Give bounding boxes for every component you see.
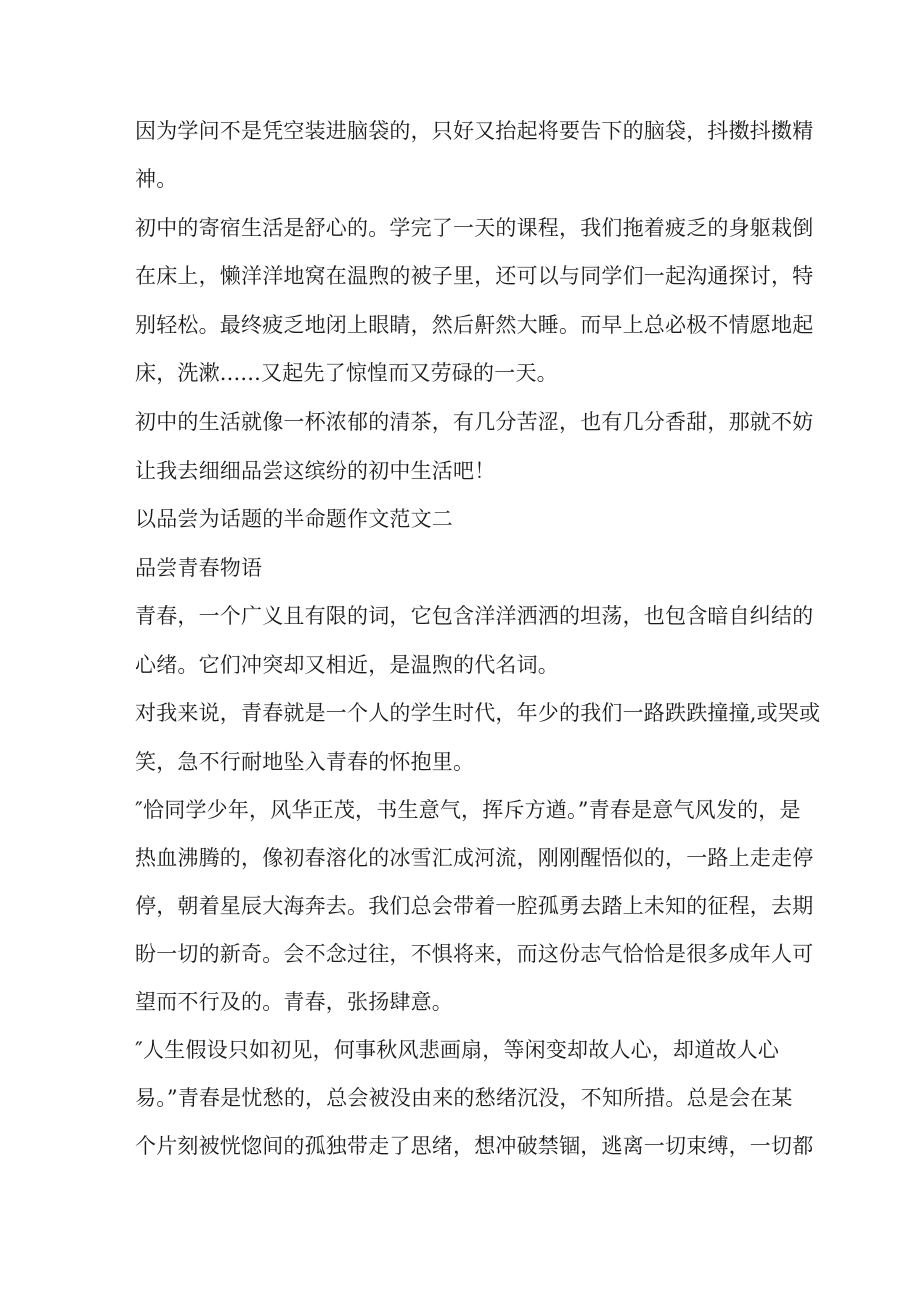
text-line: 让我去细细品尝这缤纷的初中生活吧！ xyxy=(135,459,496,483)
text-line: 对我来说，青春就是一个人的学生时代，年少的我们一路跌跌撞撞,或哭或 xyxy=(135,701,821,725)
text-line: 笑，急不行耐地坠入青春的怀抱里。 xyxy=(135,750,475,774)
text-line: ″恰同学少年，风华正茂，书生意气，挥斥方遒。”青春是意气风发的，是 xyxy=(135,798,801,822)
text-line: ″人生假设只如初见，何事秋风悲画扇，等闲变却故人心，却道故人心 xyxy=(135,1038,780,1062)
text-line: 神。 xyxy=(135,167,178,191)
text-line: 热血沸腾的，像初春溶化的冰雪汇成河流，刚刚醒悟似的，一路上走走停 xyxy=(135,846,814,870)
text-line: 初中的生活就像一杯浓郁的清茶，有几分苦涩，也有几分香甜，那就不妨 xyxy=(135,410,814,434)
text-line: 停，朝着星辰大海奔去。我们总会带着一腔孤勇去踏上未知的征程，去期 xyxy=(135,894,814,918)
text-line: 心绪。它们冲突却又相近，是温煦的代名词。 xyxy=(135,653,559,677)
text-line: 在床上，懒洋洋地窝在温煦的被子里，还可以与同学们一起沟通探讨，特 xyxy=(135,264,814,288)
text-line: 青春，一个广义且有限的词，它包含洋洋洒洒的坦荡，也包含暗自纠结的 xyxy=(135,604,814,628)
text-line: 望而不行及的。青春，张扬肆意。 xyxy=(135,990,453,1014)
text-line: 个片刻被恍惚间的孤独带走了思绪，想冲破禁锢，逃离一切束缚，一切都 xyxy=(135,1134,814,1158)
text-line: 因为学问不是凭空装进脑袋的，只好又抬起将要告下的脑袋，抖擞抖擞精 xyxy=(135,119,814,143)
text-line: 初中的寄宿生活是舒心的。学完了一天的课程，我们拖着疲乏的身躯栽倒 xyxy=(135,216,814,240)
text-line: 易。”青春是忧愁的，总会被没由来的愁绪沉没，不知所措。总是会在某 xyxy=(135,1086,793,1110)
essay-title: 品尝青春物语 xyxy=(135,556,263,580)
text-line: 床，洗漱......又起先了惊惶而又劳碌的一天。 xyxy=(135,361,558,385)
text-line: 别轻松。最终疲乏地闭上眼睛，然后鼾然大睡。而早上总必极不情愿地起 xyxy=(135,313,814,337)
section-heading: 以品尝为话题的半命题作文范文二 xyxy=(135,507,453,531)
text-line: 盼一切的新奇。会不念过往，不惧将来，而这份志气恰恰是很多成年人可 xyxy=(135,942,814,966)
